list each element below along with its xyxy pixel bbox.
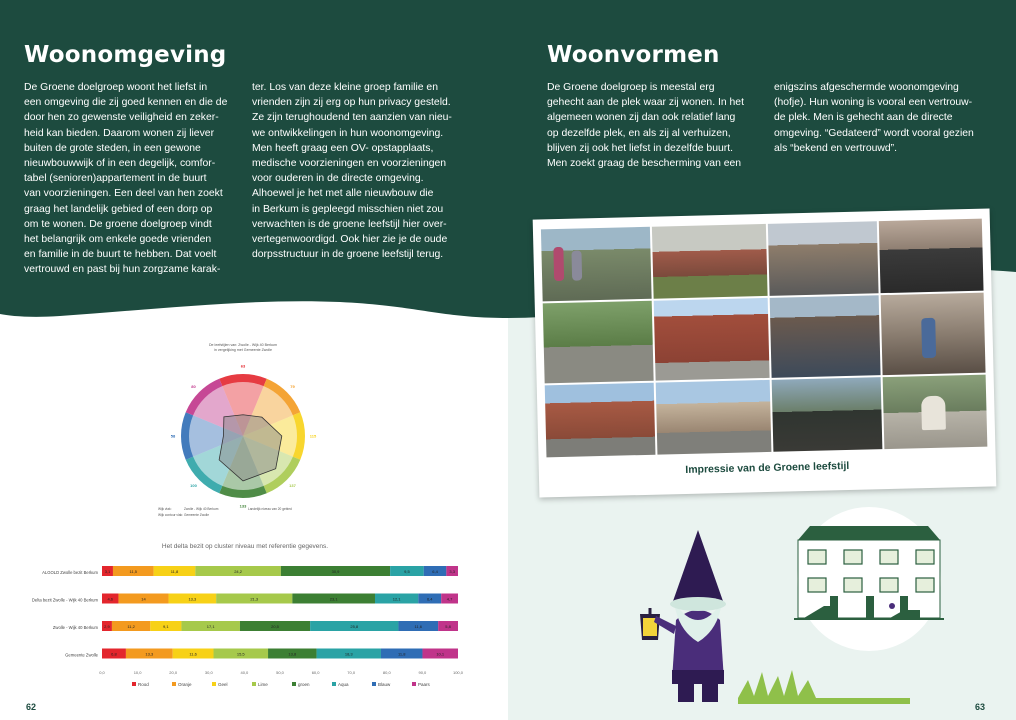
photo-collage-card <box>533 208 997 497</box>
right-body-column-2: enigszins afgeschermde woonomgeving (hofje). Hun woning is vooral een vertrouw- de plek. Men is gehecht aan de directe omgeving. “Gedateerd” wordt vooral gezien als “bekend en vertrouwd”. <box>774 82 974 154</box>
bar-value-label: 11,6 <box>189 651 197 657</box>
bar-value-label: 5,8 <box>445 624 451 629</box>
x-tick-label: 100,0 <box>452 670 464 675</box>
legend-label: Blauw <box>378 682 391 687</box>
bar-value-label: 3,1 <box>104 569 111 574</box>
legend-swatch <box>332 682 336 686</box>
legend-label: groen <box>298 682 310 687</box>
bar-value-label: 6,8 <box>111 651 117 657</box>
right-body-column-1: De Groene doelgroep is meestal erg gehecht aan de plek waar zij wonen. In het algemeen wonen zij dan ook relatief lang op dezelfde plek, en als zij al verhuizen, blijven zij ook het liefst in dezelfde buurt. Men zoekt graag de bescherming van een <box>547 82 744 170</box>
left-body-column-1: De Groene doelgroep woont het liefst in een omgeving die zij goed kennen en die de door hen zo gewenste veiligheid en zeker- heid kan bieden. Daarom wonen zij liever buiten de grote steden, in een gewone nieuwbouwwijk of in een degelijk, comfor- tabel (senioren)appartement in de buurt van voorzieningen. Een deel van hen zoekt graag het landelijk gebied of een dorp op om te wonen. De groene doelgroep vindt het belangrijk om enkele goede vrienden en familie in de buurt te hebben. Dat voelt vertrouwd en past bij hun zorgzame karak- <box>24 82 228 276</box>
radar-outer-label: 115 <box>309 433 317 439</box>
photo-motorcycles <box>878 219 983 294</box>
legend-swatch <box>372 682 376 686</box>
x-tick-label: 0,0 <box>99 670 105 675</box>
legend-swatch <box>292 682 296 686</box>
radar-legend-text: Zwolle - Wijk 40 Berkum <box>184 507 219 511</box>
bar-value-label: 21,3 <box>250 596 259 602</box>
houses-illustration <box>794 506 944 652</box>
lifestyle-radar-chart <box>148 340 338 520</box>
radar-outer-label: 79 <box>290 384 295 390</box>
x-tick-label: 80,0 <box>382 670 391 675</box>
bar-value-label: 11,8 <box>170 569 179 574</box>
bar-category-label: ALGOLD Zwolle bezit Berkum <box>42 570 98 575</box>
bar-value-label: 6,4 <box>432 569 438 574</box>
bar-value-label: 3,3 <box>449 569 455 574</box>
photo-garden-fountain <box>882 374 987 449</box>
x-tick-label: 70,0 <box>347 670 356 675</box>
bar-value-label: 14 <box>141 596 146 602</box>
bar-value-label: 17,1 <box>206 624 215 629</box>
radar-outer-label: 100 <box>190 482 197 488</box>
photo-caption: Impressie van de Groene leefstijl <box>685 459 850 476</box>
legend-label: Oranje <box>178 682 192 687</box>
radar-legend-text: Wijk contour vlak: <box>158 513 183 517</box>
x-tick-label: 40,0 <box>240 670 249 675</box>
bar-value-label: 11,8 <box>397 651 406 657</box>
x-tick-label: 60,0 <box>311 670 320 675</box>
bar-value-label: 4,6 <box>107 596 114 602</box>
radar-legend-text: Wijk vlak: <box>158 507 172 511</box>
legend-swatch <box>172 682 176 686</box>
photo-terraced-houses <box>545 382 655 457</box>
photo-iron-fence <box>772 377 882 452</box>
radar-legend-text: Gemeente Zwolle <box>184 513 209 517</box>
legend-label: Aqua <box>338 682 349 687</box>
legend-label: Lime <box>258 682 268 687</box>
bar-value-label: 2,9 <box>104 624 110 629</box>
x-tick-label: 10,0 <box>133 670 142 675</box>
photo-market-crowd <box>770 295 881 377</box>
radar-outer-label: 63 <box>240 363 246 369</box>
left-page-number: 62 <box>26 702 37 712</box>
photo-street-trees <box>543 301 654 383</box>
radar-title: in vergelijking met Gemeente Zwolle <box>214 348 272 352</box>
x-tick-label: 30,0 <box>204 670 213 675</box>
bar-value-label: 15,5 <box>236 651 245 657</box>
legend-swatch <box>412 682 416 686</box>
radar-outer-label: 58 <box>170 433 176 439</box>
radar-outer-label: 133 <box>239 503 247 509</box>
bar-value-label: 23,1 <box>329 596 338 602</box>
bar-value-label: 24,2 <box>234 569 243 574</box>
legend-swatch <box>252 682 256 686</box>
bar-value-label: 25,8 <box>350 624 359 629</box>
radar-outer-label: 80 <box>191 384 196 390</box>
bar-value-label: 20,5 <box>271 624 279 629</box>
bar-value-label: 13,3 <box>145 651 154 657</box>
photo-houses-trees <box>652 224 768 299</box>
legend-label: Paars <box>418 682 430 687</box>
legend-label: Geel <box>218 682 228 687</box>
bar-value-label: 12,1 <box>392 596 401 602</box>
bar-value-label: 9,5 <box>404 569 410 574</box>
photo-brick-apartments <box>653 298 769 380</box>
x-tick-label: 50,0 <box>276 670 284 675</box>
bar-value-label: 18,3 <box>344 651 353 657</box>
radar-outer-label: 137 <box>289 482 296 488</box>
legend-swatch <box>212 682 216 686</box>
bar-value-label: 13,3 <box>188 596 197 602</box>
photo-elderly-walker <box>880 293 985 375</box>
bar-category-label: Zwolle - Wijk 40 Berkum <box>52 625 98 630</box>
bar-value-label: 6,4 <box>426 596 433 602</box>
left-body-column-2: ter. Los van deze kleine groep familie en vrienden zijn zij erg op hun privacy gesteld. Ze zijn terughoudend ten aanzien van nieu- we ontwikkelingen in hun woonomgeving. Men heeft graag een OV- opstapplaats, medische voorzieningen en voorzieningen voor ouderen in de directe omgeving. Alhoewel je het met alle nieuwbouw die in Berkum is gepleegd misschien niet zou verwachten is de groene leefstijl hier over- vertegenwoordigd. Ook hier zie je de oude dorpsstructuur in de groene leefstijl terug. <box>252 82 452 261</box>
photo-row-houses-street <box>655 380 771 455</box>
radar-title: De leefstijlen van: Zwolle - Wijk 40 Berkum <box>208 343 278 347</box>
legend-swatch <box>132 682 136 686</box>
bar-value-label: 11,2 <box>127 624 135 629</box>
x-tick-label: 20,0 <box>169 670 178 675</box>
bar-value-label: 4,7 <box>446 596 453 602</box>
right-page-number: 63 <box>975 702 986 712</box>
bar-chart-svg <box>24 538 466 690</box>
photo-women-walking <box>541 227 651 302</box>
left-page-title: Woonomgeving <box>24 42 227 68</box>
bar-category-label: Delta bezit Zwolle - Wijk 40 Berkum <box>31 597 98 603</box>
bar-chart-title: Het delta bezit op cluster niveau met referentie gegevens. <box>161 543 329 550</box>
right-page-title: Woonvormen <box>547 42 720 68</box>
bar-value-label: 13,8 <box>288 651 297 657</box>
photo-market-square <box>768 221 878 296</box>
bar-value-label: 11,5 <box>129 569 138 574</box>
bar-value-label: 9,1 <box>163 624 169 629</box>
legend-label: Rood <box>138 682 149 687</box>
bar-value-label: 30,9 <box>331 569 340 574</box>
x-tick-label: 90,0 <box>418 670 427 675</box>
photo-grid <box>541 219 987 458</box>
delta-stacked-bar-chart <box>24 538 466 690</box>
radar-svg <box>148 340 338 520</box>
bar-value-label: 11,6 <box>414 624 423 629</box>
bar-category-label: Gemeente Zwolle <box>65 652 98 658</box>
bar-value-label: 10,1 <box>436 651 445 657</box>
radar-legend-text: Landelijk niveau van 20 gebied <box>248 507 292 511</box>
